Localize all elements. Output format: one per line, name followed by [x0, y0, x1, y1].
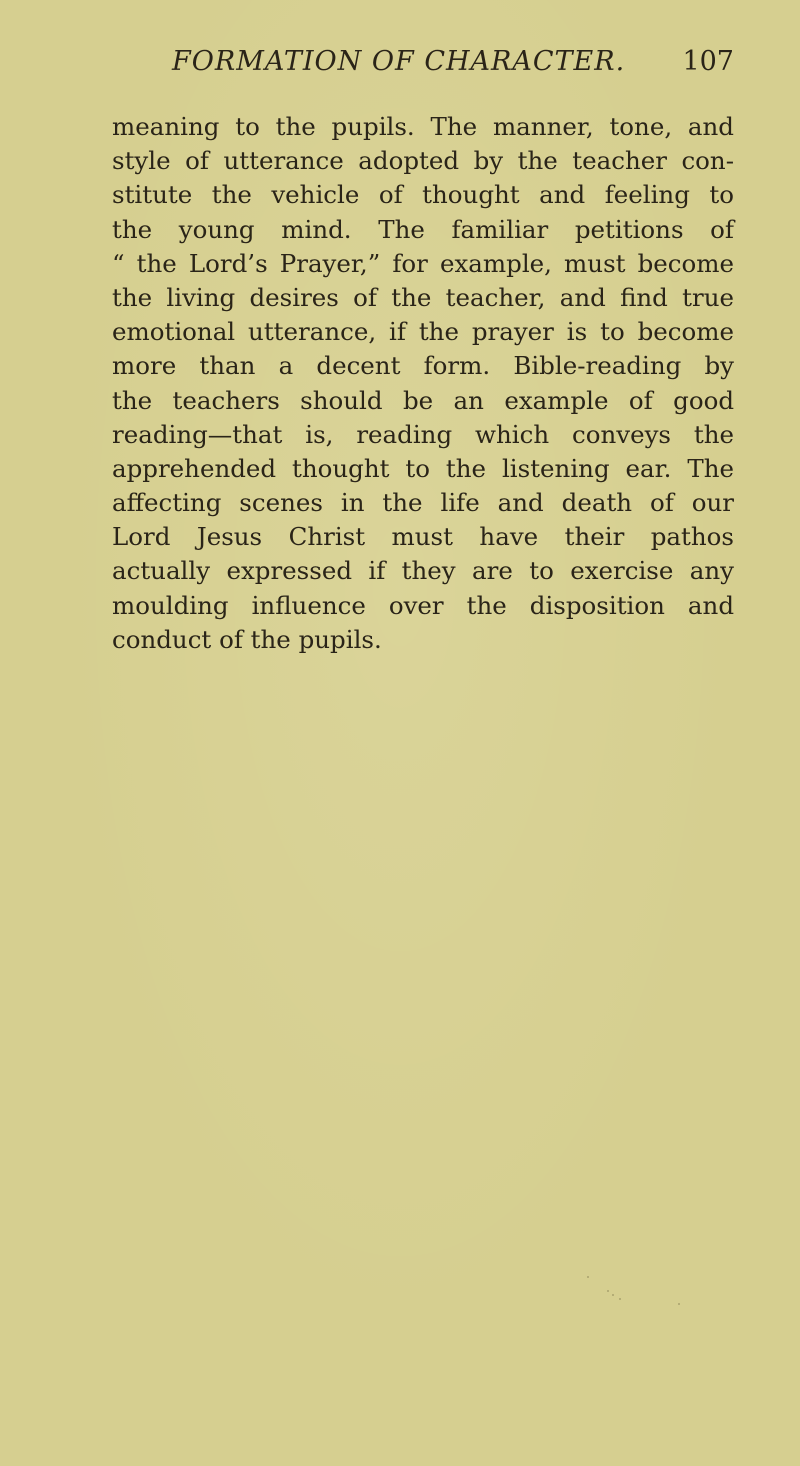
text-line: reading—that is, reading which conveys the [112, 419, 734, 449]
paper-speck [678, 1303, 680, 1305]
running-head [172, 46, 734, 86]
text-line: “ the Lord’s Prayer,” for example, must become [112, 248, 734, 278]
text-line: more than a decent form. Bible-reading by [112, 351, 734, 381]
text-line: apprehended thought to the listening ear. The [112, 453, 734, 483]
text-line: style of utterance adopted by the teacher con- [112, 146, 734, 176]
text-line: actually expressed if they are to exercise any [112, 556, 734, 586]
paper-speck [607, 1290, 609, 1292]
paper-speck [612, 1294, 614, 1296]
text-line: stitute the vehicle of thought and feeling to [112, 180, 734, 210]
text-line: the living desires of the teacher, and find true [112, 282, 734, 312]
running-title: FORMATION OF CHARACTER. [172, 46, 626, 77]
text-line: emotional utterance, if the prayer is to become [112, 317, 734, 347]
text-line: conduct of the pupils. [112, 624, 382, 654]
text-line: the teachers should be an example of good [112, 385, 734, 415]
body-paragraph [112, 110, 734, 657]
text-line: the young mind. The familiar petitions of [112, 214, 734, 244]
paper-speck [619, 1298, 621, 1300]
paper-speck [587, 1276, 589, 1278]
page-number: 107 [682, 46, 734, 77]
text-line: meaning to the pupils. The manner, tone, and [112, 112, 734, 141]
text-line: Lord Jesus Christ must have their pathos [112, 522, 734, 552]
text-line: moulding influence over the disposition and [112, 590, 734, 620]
text-line: affecting scenes in the life and death of our [112, 488, 734, 518]
